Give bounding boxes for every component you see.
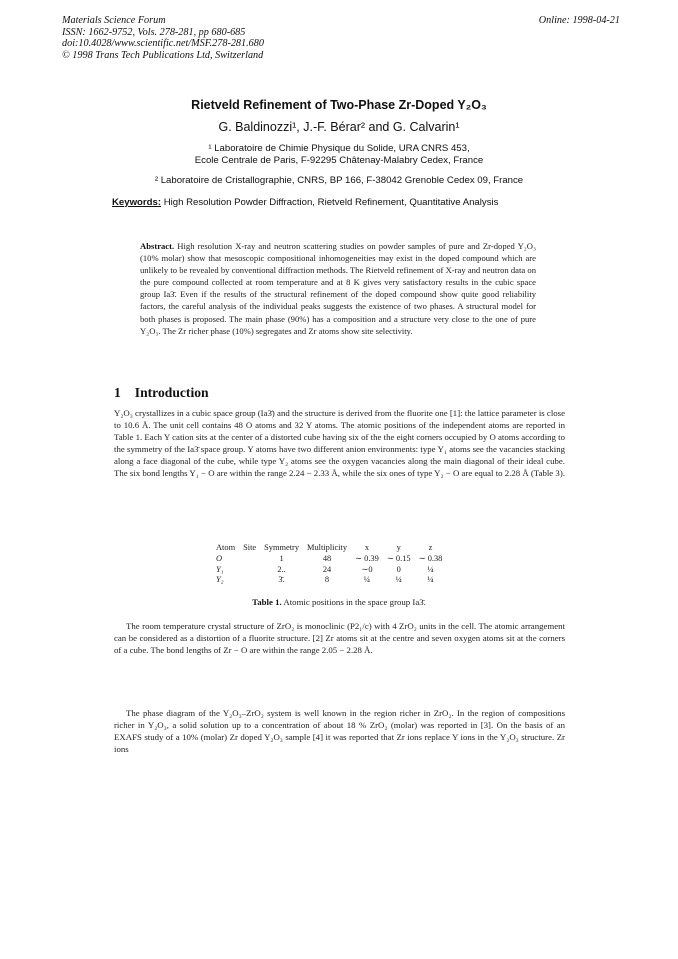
paragraph-3: The phase diagram of the Y₂O₃–ZrO₂ system is well known in the region richer in ZrO₂. In the region of compositions richer in Y₂O₃, a solid solution up to a concentration of about 18 % ZrO₂ (molar) was reported in [3]. On the basis of an EXAFS study of a 10% (molar) Zr doped Y₂O₃ sample [4] it was reported that Zr ions replace Y ions in the Y₂O₃ structure. Zr ions bbox=[114, 708, 565, 755]
table-cell bbox=[239, 565, 260, 576]
table-header-cell: Site bbox=[243, 543, 257, 552]
table-cell: 3̄. bbox=[278, 575, 285, 585]
table-caption-label: Table 1. bbox=[252, 597, 282, 607]
table-caption bbox=[0, 597, 678, 607]
table-cell: ¼ bbox=[427, 564, 434, 574]
table-cell: 0 bbox=[396, 564, 401, 574]
journal-header bbox=[62, 15, 264, 61]
atom-positions-table bbox=[210, 543, 446, 586]
table-row bbox=[210, 554, 446, 565]
table-header-cell: Symmetry bbox=[264, 543, 300, 552]
section-heading bbox=[114, 385, 209, 401]
table-header-cell: y bbox=[396, 543, 401, 552]
table-cell: 1 bbox=[279, 553, 284, 563]
table-cell: O bbox=[216, 553, 223, 563]
paragraph-2: The room temperature crystal structure of ZrO₂ is monoclinic (P2₁/c) with 4 ZrO₂ units in the cell. The atomic arrangement can be considered as a distortion of a fluorite structure. [2] Zr atoms sit at the centre and seven oxygen atoms sit at the corners of a cube. The bond lengths of Zr − O are within the range 2.05 − 2.28 Å. bbox=[114, 621, 565, 656]
table-header-cell: Atom bbox=[216, 543, 236, 552]
table-cell: 2.. bbox=[277, 564, 286, 574]
table-header-row bbox=[210, 543, 446, 554]
paragraph-1: Y₂O₃ crystallizes in a cubic space group (Ia3̄) and the structure is derived from the fluorite one [1]: the lattice parameter is close to 10.6 Å. The unit cell contains 48 O atoms and 32 Y atoms. The atomic positions of the independent atoms are reported in Table 1. Each Y cation sits at the center of a distorted cube having six of the the eight corners occupied by O atoms according to the symmetry of the Ia3̄ space group. Y atoms have two different anion environments: type Y₁ atoms see the vacancies stacking along a face diagonal of the cube, while type Y₂ atoms see the oxygen vacancies along the main diagonal of their ideal cube. The six bond lengths Y₁ − O are within the range 2.24 − 2.33 Å, while the six ones of type Y₂ − O are equal to 2.28 Å (Table 3). bbox=[114, 408, 565, 479]
table-caption-text: Atomic positions in the space group Ia3̄. bbox=[281, 597, 426, 607]
keywords-label: Keywords: bbox=[112, 197, 162, 208]
table-cell: ∼ 0.38 bbox=[418, 553, 443, 563]
table-header-cell: x bbox=[364, 543, 370, 552]
keywords-text: High Resolution Powder Diffraction, Rietveld Refinement, Quantitative Analysis bbox=[161, 197, 499, 208]
paper-authors: G. Baldinozzi¹, J.-F. Bérar² and G. Calvarin¹ bbox=[218, 120, 460, 134]
table-cell bbox=[239, 575, 260, 586]
affiliation-1-line-2: Ecole Centrale de Paris, F-92295 Châtenay-Malabry Cedex, France bbox=[194, 155, 484, 166]
table-cell: 8 bbox=[324, 575, 330, 585]
copyright-line: © 1998 Trans Tech Publications Ltd, Switzerland bbox=[62, 49, 264, 61]
table-cell bbox=[239, 554, 260, 565]
table-cell: 24 bbox=[322, 564, 332, 574]
table-cell: ¼ bbox=[395, 575, 402, 585]
affiliation-1 bbox=[0, 143, 678, 167]
table-cell: ¼ bbox=[363, 575, 371, 585]
abstract-label: Abstract. bbox=[140, 241, 175, 251]
affiliation-1-line-1: ¹ Laboratoire de Chimie Physique du Solide, URA CNRS 453, bbox=[208, 143, 470, 154]
doi-line: doi:10.4028/www.scientific.net/MSF.278-281.680 bbox=[62, 38, 264, 50]
table-cell: Y₂ bbox=[216, 575, 224, 585]
table-row bbox=[210, 565, 446, 576]
section-number: 1 bbox=[114, 385, 121, 400]
section-title: Introduction bbox=[134, 385, 209, 400]
table-header-cell: Multiplicity bbox=[307, 543, 348, 552]
table-cell: ∼0 bbox=[361, 564, 373, 574]
paper-title: Rietveld Refinement of Two-Phase Zr-Doped Y₂O₃ bbox=[191, 98, 487, 112]
affiliation-2: ² Laboratoire de Cristallographie, CNRS, BP 166, F-38042 Grenoble Cedex 09, France bbox=[154, 175, 524, 186]
abstract bbox=[140, 240, 536, 337]
table-header-cell: z bbox=[428, 543, 433, 552]
journal-name: Materials Science Forum bbox=[62, 15, 166, 26]
issn-line: ISSN: 1662-9752, Vols. 278-281, pp 680-685 bbox=[62, 26, 246, 38]
online-date: Online: 1998-04-21 bbox=[538, 15, 620, 26]
table-cell: ¼ bbox=[427, 575, 434, 585]
table-row bbox=[210, 575, 446, 586]
table-cell: Y₁ bbox=[216, 564, 224, 574]
abstract-text: High resolution X-ray and neutron scattering studies on powder samples of pure and Zr-doped Y₂O₃ (10% molar) show that mesoscopic compositional inhomogeneities may exist in the doped compound which are unlikely to be revealed by conventional diffraction methods. The Rietveld refinement of X-ray and neutron data on the pure compound collected at room temperature and at 8 K gives very satisfactory results in the cubic space group Ia3̄. Even if the results of the structural refinement of the doped compound show quite good reliability factors, the careful analysis of the individual peaks suggests the existence of two phases. A structural model for both phases is proposed. The main phase (90%) has a composition and a structure very close to the one of pure Y₂O₃. The Zr richer phase (10%) segregates and Zr atoms show site selectivity. bbox=[140, 241, 536, 336]
table-cell: ∼ 0.15 bbox=[386, 553, 411, 563]
table-cell: 48 bbox=[322, 553, 332, 563]
table-cell: ∼ 0.39 bbox=[355, 553, 379, 563]
keywords bbox=[112, 197, 498, 208]
